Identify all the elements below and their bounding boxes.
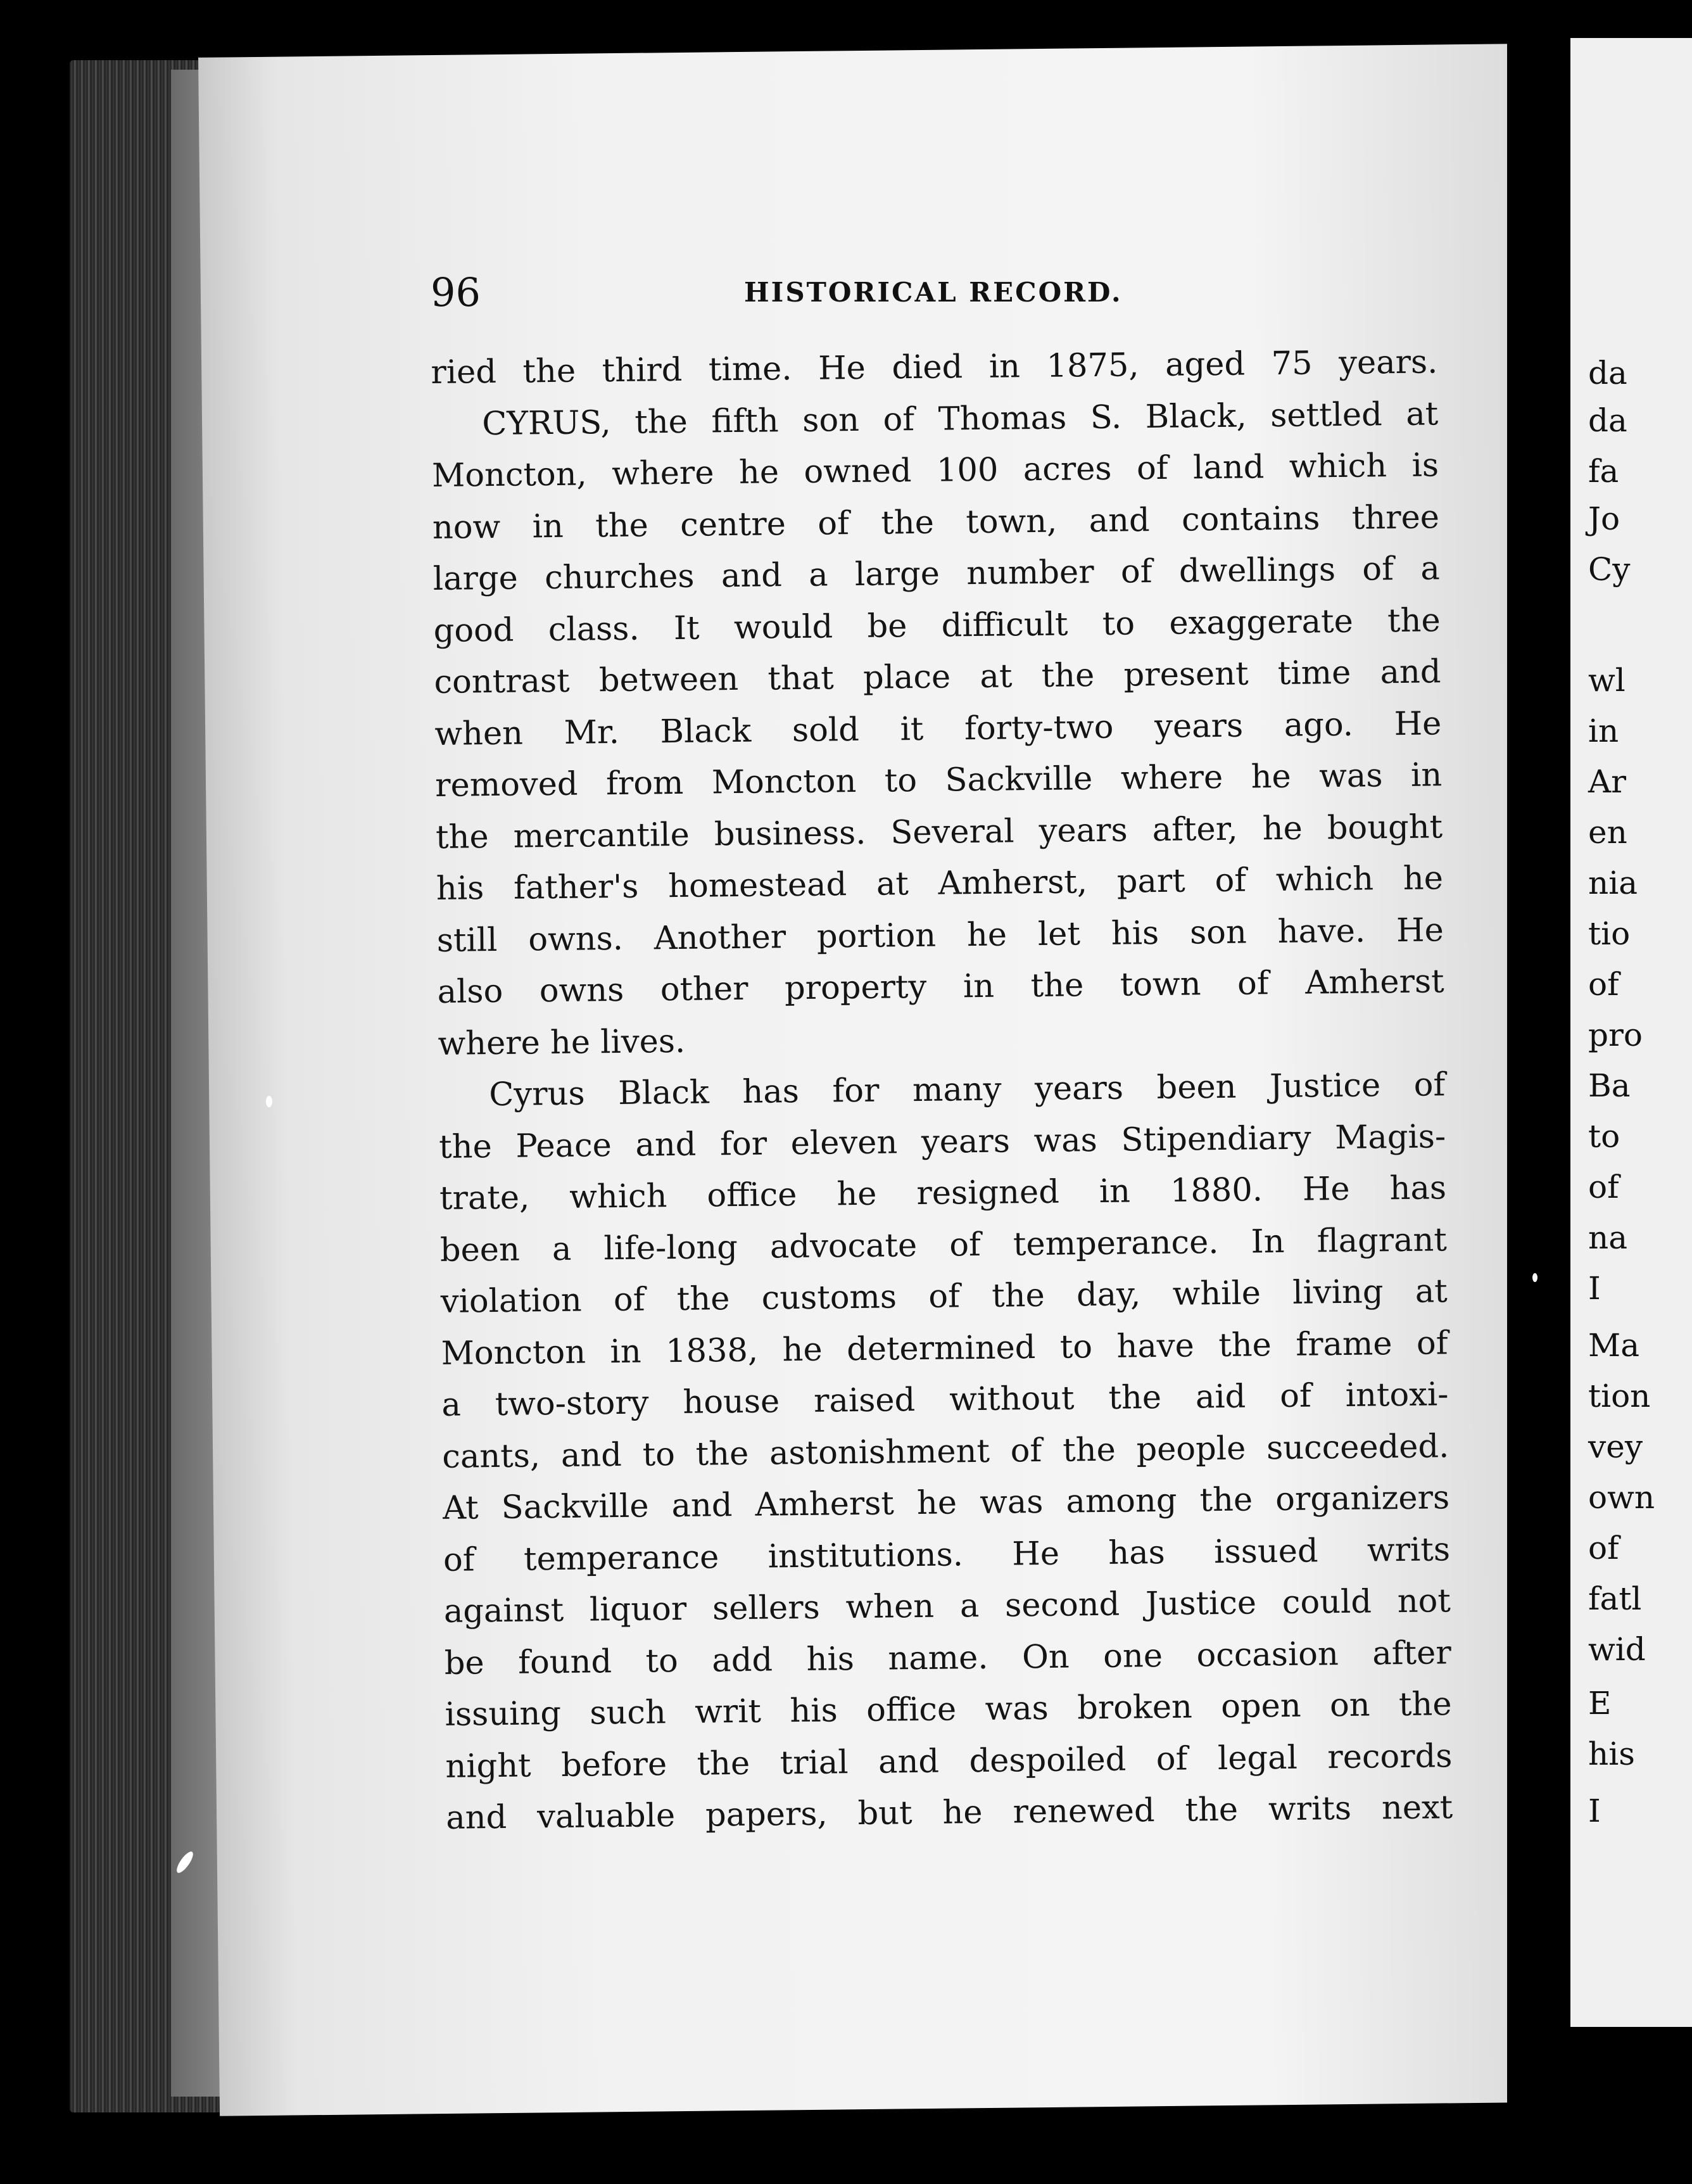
facing-fragment: Jo [1588, 500, 1620, 537]
text-line: Moncton in 1838, he determined to have the frame of [441, 1324, 1448, 1373]
text-line: where he lives. [438, 1022, 686, 1063]
facing-fragment: in [1588, 713, 1619, 749]
facing-fragment: Ma [1588, 1327, 1640, 1364]
text-line: been a life-long advocate of temperance. In flagrant [439, 1221, 1448, 1269]
facing-fragment: na [1588, 1219, 1628, 1256]
text-line: ried the third time. He died in 1875, aged 75 years. [431, 343, 1438, 391]
facing-fragment: I [1588, 1793, 1601, 1829]
text-line: and valuable papers, but he renewed the writs next [446, 1789, 1453, 1837]
facing-fragment: his [1588, 1736, 1635, 1772]
facing-fragment: tio [1588, 915, 1631, 952]
facing-fragment: Ar [1588, 763, 1627, 800]
text-line: the Peace and for eleven years was Stipendiary Magis- [438, 1117, 1446, 1166]
text-line: At Sackville and Amherst he was among the organizers [442, 1479, 1450, 1527]
text-line: of temperance institutions. He has issued writs [443, 1530, 1451, 1579]
facing-page [1570, 38, 1692, 2027]
text-line: when Mr. Black sold it forty-two years ago. He [434, 704, 1442, 753]
facing-fragment: pro [1588, 1017, 1643, 1053]
facing-fragment: of [1588, 1530, 1619, 1566]
facing-fragment: Ba [1588, 1067, 1631, 1104]
text-line: also owns other property in the town of Amherst [437, 963, 1444, 1011]
text-line: be found to add his name. On one occasion after [444, 1634, 1451, 1682]
text-line: the mercantile business. Several years after, he bought [435, 808, 1443, 856]
text-line: cants, and to the astonishment of the people succeeded. [442, 1427, 1449, 1476]
facing-fragment: da [1588, 355, 1627, 391]
text-line: a two-story house raised without the aid of intoxi- [441, 1376, 1449, 1424]
facing-fragment: own [1588, 1479, 1655, 1516]
facing-fragment: of [1588, 1169, 1619, 1205]
facing-fragment: fa [1588, 453, 1619, 490]
scan-speck [266, 1096, 272, 1107]
text-line: against liquor sellers when a second Justice could not [443, 1582, 1451, 1630]
text-line: violation of the customs of the day, while living at [440, 1273, 1448, 1321]
running-title: HISTORICAL RECORD. [744, 277, 1123, 308]
text-line: trate, which office he resigned in 1880. He has [439, 1169, 1447, 1217]
body-text [431, 336, 1453, 1844]
text-line: night before the trial and despoiled of legal records [445, 1737, 1453, 1786]
facing-fragment: nia [1588, 865, 1638, 901]
text-line: Moncton, where he owned 100 acres of land which is [431, 447, 1439, 495]
facing-fragment: vey [1588, 1428, 1643, 1465]
page-number: 96 [431, 269, 481, 315]
text-line: still owns. Another portion he let his son have. He [436, 911, 1444, 960]
facing-fragment: tion [1588, 1378, 1651, 1414]
text-line: contrast between that place at the present time and [434, 653, 1441, 701]
text-line: good class. It would be difficult to exaggerate the [433, 601, 1441, 650]
facing-fragment: da [1588, 402, 1627, 439]
book-gutter [1507, 38, 1564, 2128]
text-line: now in the centre of the town, and contains three [432, 498, 1440, 547]
facing-fragment: wl [1588, 662, 1626, 699]
facing-fragment: to [1588, 1118, 1620, 1155]
facing-fragment: E [1588, 1685, 1612, 1722]
facing-fragment: of [1588, 966, 1619, 1003]
facing-fragment: fatl [1588, 1580, 1642, 1617]
facing-fragment: en [1588, 814, 1627, 851]
text-line: CYRUS, the fifth son of Thomas S. Black, settled at [481, 395, 1439, 443]
text-line: large churches and a large number of dwellings of a [432, 550, 1441, 598]
text-line: his father's homestead at Amherst, part of which he [436, 860, 1444, 908]
text-line: Cyrus Black has for many years been Justice of [489, 1066, 1446, 1114]
facing-fragment: I [1588, 1270, 1601, 1307]
text-line: removed from Moncton to Sackville where he was in [434, 756, 1443, 804]
facing-fragment: wid [1588, 1631, 1646, 1668]
scan-speck [1532, 1273, 1537, 1282]
facing-fragment: Cy [1588, 551, 1631, 588]
text-line: issuing such writ his office was broken open on the [445, 1686, 1452, 1734]
